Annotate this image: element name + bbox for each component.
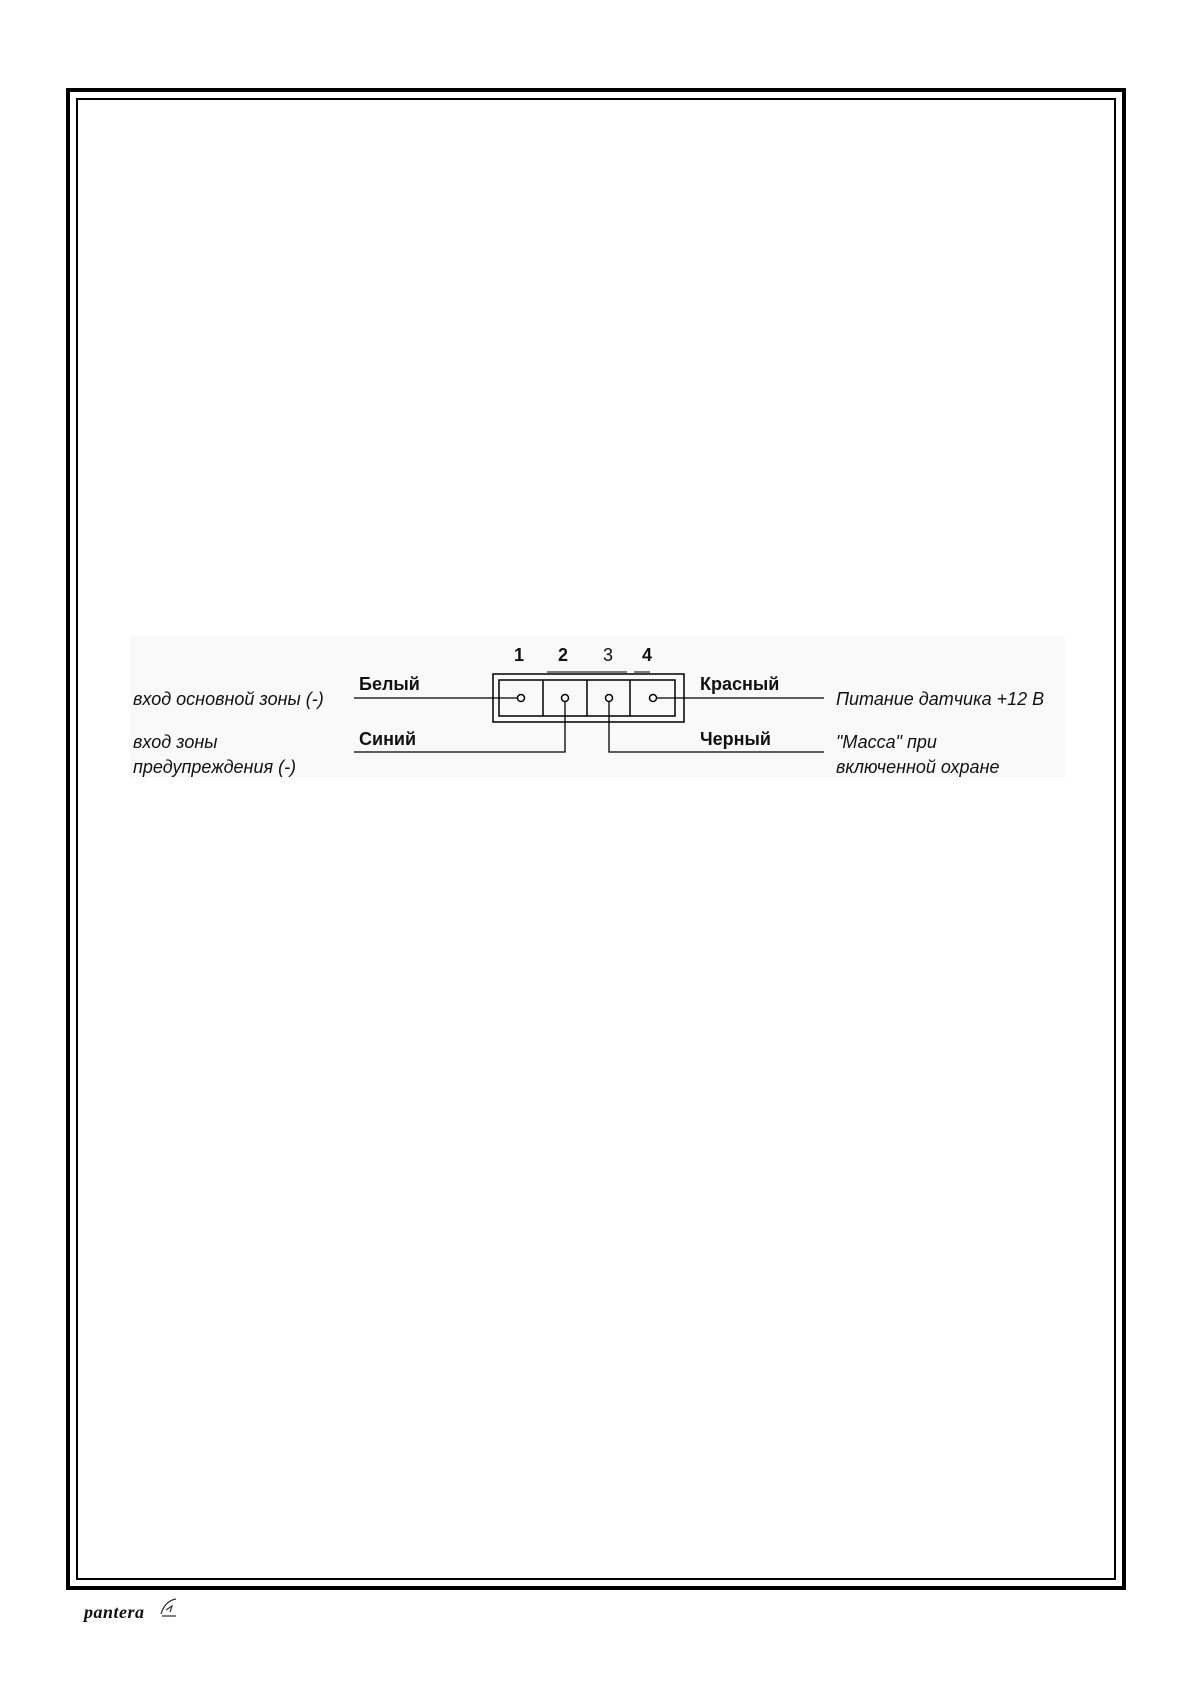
desc-ground-2: включенной охране bbox=[836, 757, 1000, 777]
wire-label-white: Белый bbox=[359, 674, 420, 694]
panther-logo-icon bbox=[158, 1596, 180, 1620]
desc-ground-1: "Масса" при bbox=[836, 732, 937, 752]
wire-label-black: Черный bbox=[700, 729, 771, 749]
pin-number-1: 1 bbox=[514, 645, 525, 665]
wire-label-blue: Синий bbox=[359, 729, 417, 749]
pin-number-4: 4 bbox=[642, 645, 653, 665]
pin-1-terminal bbox=[518, 695, 525, 702]
pin-4-terminal bbox=[650, 695, 657, 702]
pin-number-3: 3 bbox=[603, 645, 614, 665]
pin-3-terminal bbox=[606, 695, 613, 702]
desc-main-zone: вход основной зоны (-) bbox=[133, 689, 324, 709]
desc-power: Питание датчика +12 В bbox=[836, 689, 1045, 709]
wire-label-red: Красный bbox=[700, 674, 780, 694]
desc-warn-zone-2: предупреждения (-) bbox=[133, 757, 297, 777]
brand-logo: pantera bbox=[84, 1602, 145, 1622]
desc-warn-zone-1: вход зоны bbox=[133, 732, 218, 752]
pin-number-2: 2 bbox=[558, 645, 569, 665]
pin-2-terminal bbox=[562, 695, 569, 702]
